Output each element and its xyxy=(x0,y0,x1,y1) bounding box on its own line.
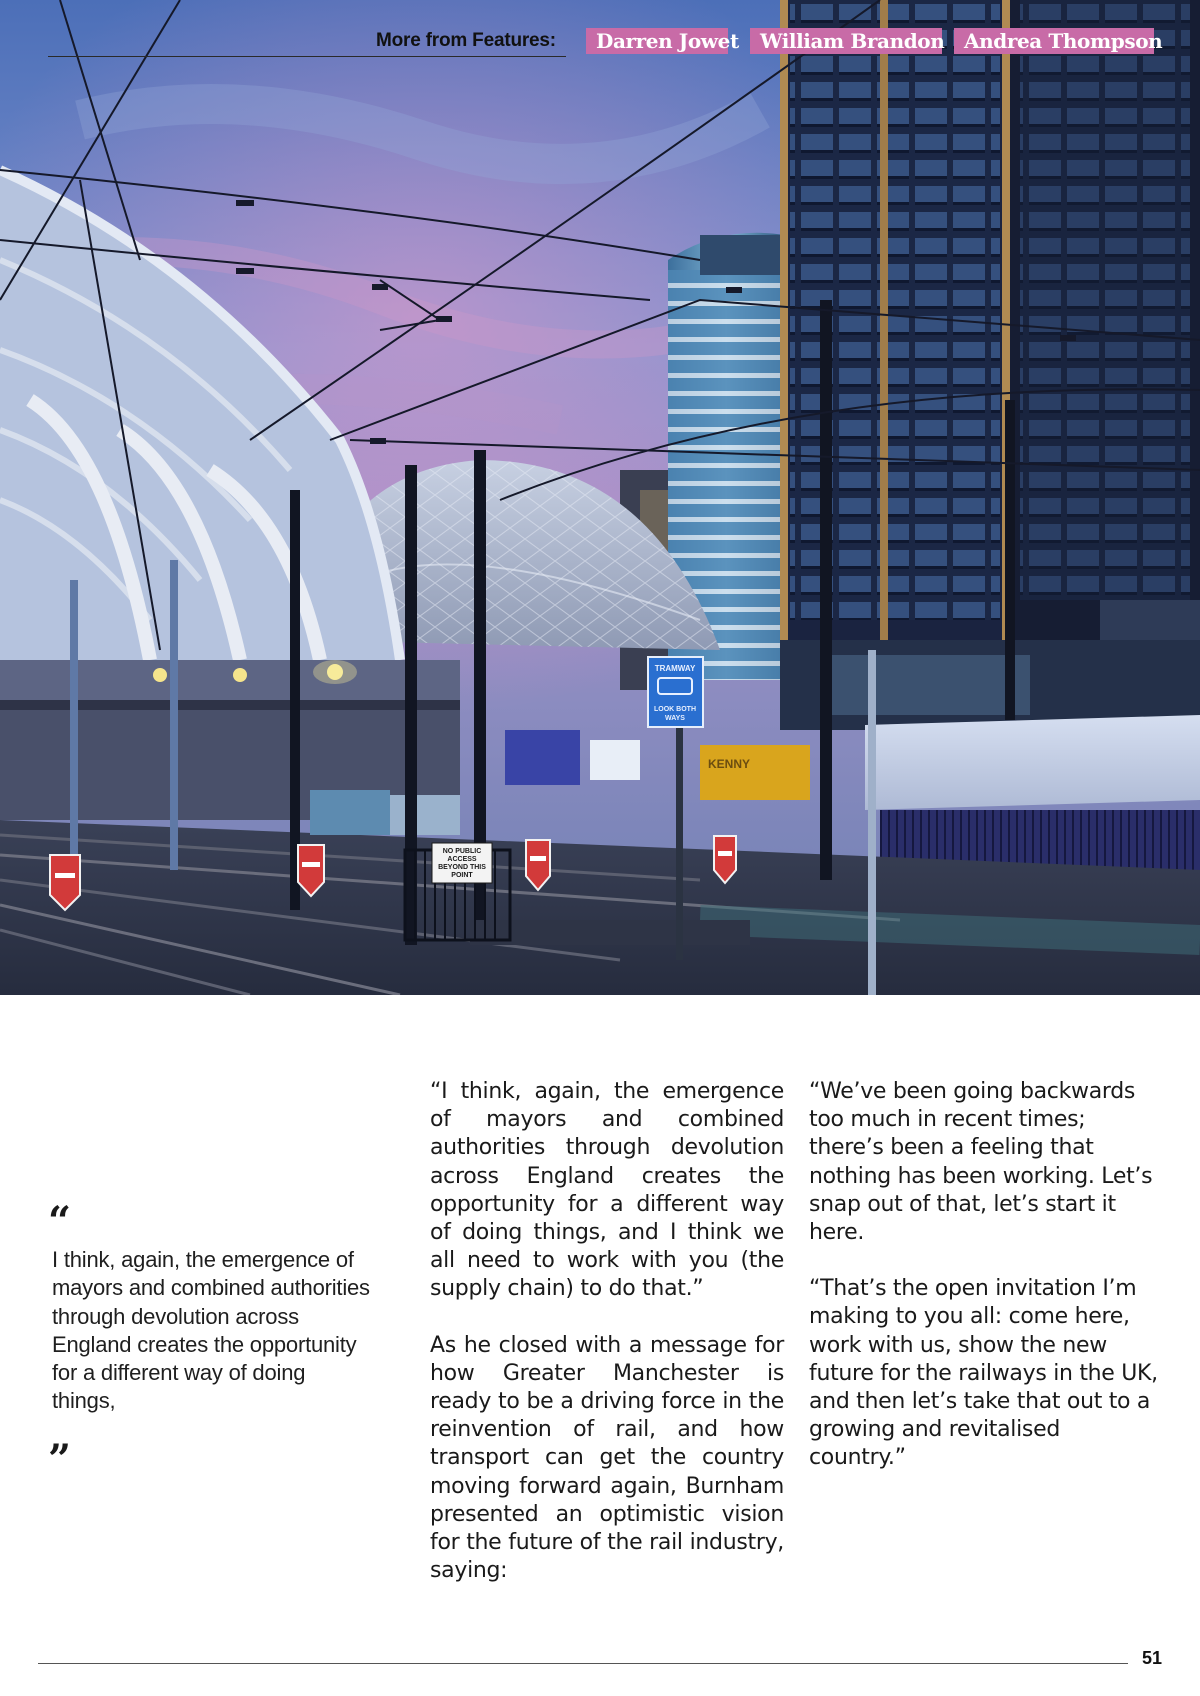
author-link-andrea-thompson[interactable]: Andrea Thompson xyxy=(954,28,1154,54)
svg-text:BEYOND THIS: BEYOND THIS xyxy=(438,864,486,871)
svg-text:POINT: POINT xyxy=(451,872,473,879)
svg-text:TRAMWAY: TRAMWAY xyxy=(654,664,696,673)
article-column-2 xyxy=(809,1078,1163,1501)
more-from-features-bar xyxy=(0,0,1200,60)
more-from-label: More from Features: xyxy=(376,30,556,51)
author-link-william-brandon[interactable]: William Brandon xyxy=(750,28,942,54)
svg-text:WAYS: WAYS xyxy=(665,715,685,722)
svg-text:KENNY: KENNY xyxy=(708,757,751,771)
svg-text:NO PUBLIC: NO PUBLIC xyxy=(442,848,482,855)
svg-text:ACCESS: ACCESS xyxy=(447,856,477,863)
author-link-darren-jowet[interactable]: Darren Jowet xyxy=(586,28,728,54)
pull-quote-text: I think, again, the emergence of mayors and combined authorities through devolution across England creates the opportunity for a different way of doing things, xyxy=(52,1247,370,1414)
article-paragraph: As he closed with a message for how Greater Manchester is ready to be a driving force in the reinvention of rail, and how transport can get the country moving forward again, Burnham presented an optimistic vision for the future of the rail industry, saying: xyxy=(430,1332,784,1584)
article-paragraph: “That’s the open invitation I’m making to you all: come here, work with us, show the new future for the railways in the UK, and then let’s take that out to a growing and revitalised country.” xyxy=(809,1276,1158,1471)
svg-text:LOOK BOTH: LOOK BOTH xyxy=(654,706,696,713)
quote-close-mark: ” xyxy=(48,1436,72,1483)
article-paragraph: “I think, again, the emergence of mayors and combined authorities through devolution across England creates the opportunity for a different way of doing things, and I think we all need to work with you (the supply chain) to do that.” xyxy=(430,1079,784,1302)
more-from-divider xyxy=(48,56,566,57)
article-column-1 xyxy=(430,1078,784,1613)
page-number: 51 xyxy=(1142,1648,1163,1668)
article-paragraph: “We’ve been going backwards too much in recent times; there’s been a feeling that nothing has been working. Let’s snap out of that, let’s start it here. xyxy=(809,1079,1153,1246)
quote-open-mark: “ xyxy=(48,1198,72,1245)
footer-divider xyxy=(38,1663,1128,1664)
